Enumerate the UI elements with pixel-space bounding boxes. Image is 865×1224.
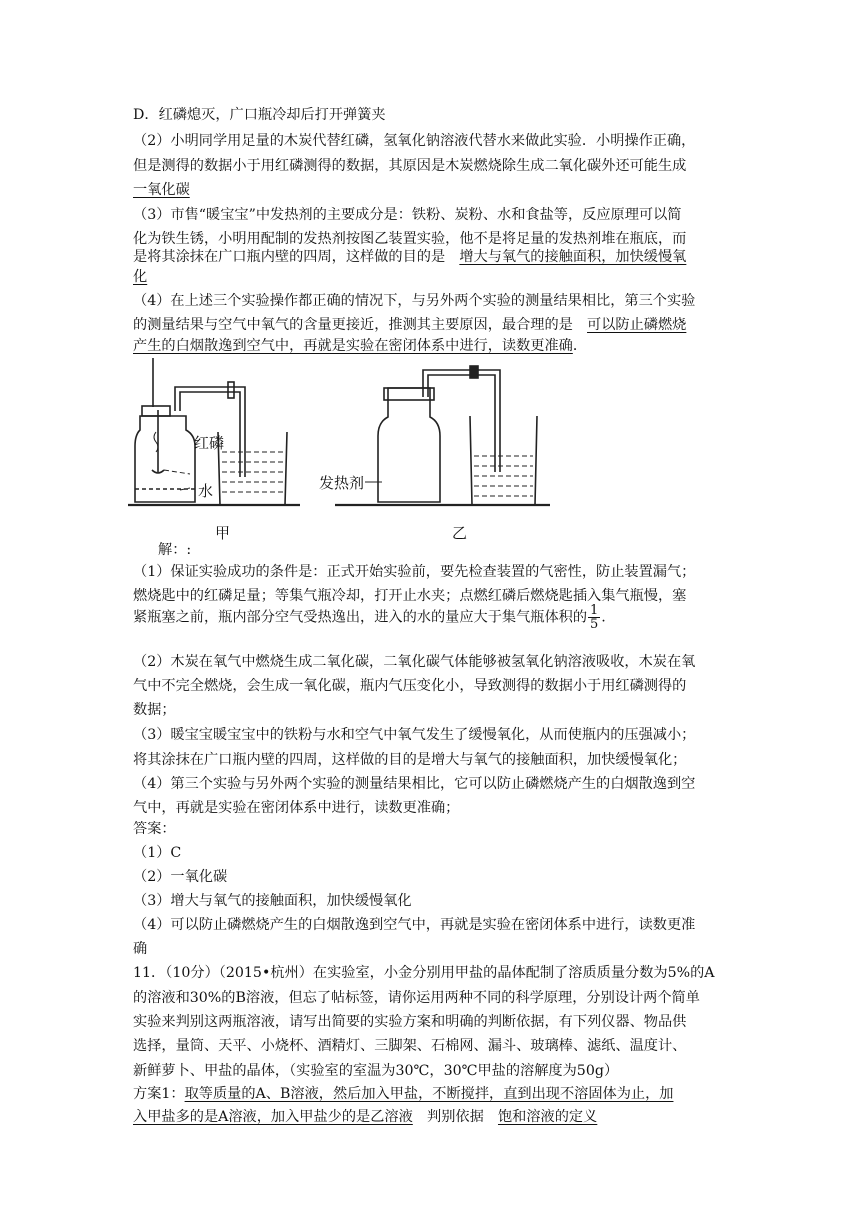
caption-jia: 甲 (215, 524, 231, 542)
solution-heading: 解：: (158, 542, 192, 558)
text-line-q4c: 产生的白烟散逸到空气中，再就是实验在密闭体系中进行，读数更准确． (133, 338, 588, 354)
answer-q3: 增大与氧气的接触面积，加快缓慢氧 (459, 249, 687, 265)
solution-line-3: 紧瓶塞之前，瓶内部分空气受热逸出，进入的水的量应大于集气瓶体积的 $\frac{1}{5}$ . (133, 603, 606, 632)
text-line-q2b: 但是测得的数据小于用红磷测得的数据，其原因是木炭燃烧除生成二氧化碳外还可能生成 (133, 158, 687, 174)
solution-line-9: （4）第三个实验与另外两个实验的测量结果相比，它可以防止磷燃烧产生的白烟散逸到空 (133, 776, 696, 792)
text-line-q4b: 的测量结果与空气中氧气的含量更接近，推测其主要原因，最合理的是 可以防止磷燃烧 (133, 317, 687, 333)
text-line-q3d (133, 267, 147, 287)
solution-line-2: 燃烧匙中的红磷足量；等集气瓶冷却，打开止水夹；点燃红磷后燃烧匙插入集气瓶慢，塞 (133, 588, 687, 604)
solution-line-8: 将其涂抹在广口瓶内壁的四周，这样做的目的是增大与氧气的接触面积，加快缓慢氧化； (133, 752, 687, 768)
text-line-q3b: 化为铁生锈，小明用配制的发热剂按图乙装置实验，他不是将足量的发热剂堆在瓶底，而 (133, 231, 687, 247)
solution-line-1: （1）保证实验成功的条件是：正式开始实验前，要先检查装置的气密性，防止装置漏气； (133, 564, 696, 580)
solution-line-10: 气中，再就是实验在密闭体系中进行，读数更准确； (133, 800, 460, 816)
question-11-line-4: 选择，量筒、天平、小烧杯、酒精灯、三脚架、石棉网、漏斗、玻璃棒、滤纸、温度计、 (133, 1038, 687, 1054)
plan-1-answer: 取等质量的A、B溶液，然后加入甲盐，不断搅拌，直到出现不溶固体为止，加 (184, 1086, 674, 1102)
text-line-q3c: 是将其涂抹在广口瓶内壁的四周，这样做的目的是 增大与氧气的接触面积，加快缓慢氧 (133, 249, 687, 265)
text-line-q4: （4）在上述三个实验操作都正确的情况下，与另外两个实验的测量结果相比，第三个实验 (133, 293, 696, 309)
plan-1-basis: 饱和溶液的定义 (497, 1109, 598, 1125)
question-11-line-1: 11．（10分）（2015•杭州）在实验室，小金分别用甲盐的晶体配制了溶质质量分数为5%的A (133, 965, 715, 981)
answer-4: （4）可以防止磷燃烧产生的白烟散逸到空气中，再就是实验在密闭体系中进行，读数更准 (133, 917, 696, 933)
question-11-line-3: 实验来判别这两瓶溶液，请写出简要的实验方案和明确的判断依据，有下列仪器、物品供 (133, 1014, 687, 1030)
fraction-one-fifth: $\frac{1}{5}$ (590, 603, 599, 632)
text-line-d: D．红磷熄灭，广口瓶冷却后打开弹簧夹 (133, 107, 386, 123)
answer-co: 一氧化碳 (133, 182, 190, 198)
solution-line-6: 数据； (133, 702, 176, 718)
label-heater: 发热剂 (319, 474, 365, 492)
plan-1-line-1: 方案1：取等质量的A、B溶液，然后加入甲盐，不断搅拌，直到出现不溶固体为止，加 (133, 1086, 674, 1102)
text-line-q3: （3）市售“暖宝宝”中发热剂的主要成分是：铁粉、炭粉、水和食盐等，反应原理可以简 (133, 207, 682, 223)
text-line-q2: （2）小明同学用足量的木炭代替红磷，氢氧化钠溶液代替水来做此实验．小明操作正确， (133, 133, 696, 149)
label-water: 水 (198, 482, 214, 500)
solution-line-4: （2）木炭在氧气中燃烧生成二氧化碳，二氧化碳气体能够被氢氧化钠溶液吸收，木炭在氧 (133, 654, 696, 670)
answer-heading: 答案： (133, 821, 176, 837)
label-red-phosphorus: 红磷 (194, 434, 225, 452)
solution-line-7: （3）暖宝宝暖宝宝中的铁粉与水和空气中氧气发生了缓慢氧化，从而使瓶内的压强减小； (133, 727, 696, 743)
caption-yi: 乙 (452, 524, 468, 542)
apparatus-diagram (120, 352, 600, 547)
answer-2: （2）一氧化碳 (133, 869, 228, 885)
answer-q3-cont: 化 (133, 269, 148, 285)
solution-line-5: 气中不完全燃烧，会生成一氧化碳，瓶内气压变化小，导致测得的数据小于用红磷测得的 (133, 678, 687, 694)
plan-1-answer-cont: 入甲盐多的是A溶液，加入甲盐少的是乙溶液 (133, 1109, 413, 1125)
answer-line-q2 (133, 180, 190, 200)
answer-4-cont: 确 (133, 941, 148, 957)
answer-q4-cont: 产生的白烟散逸到空气中，再就是实验在密闭体系中进行，读数更准确 (133, 338, 573, 354)
answer-q4: 可以防止磷燃烧 (587, 317, 687, 333)
answer-3: （3）增大与氧气的接触面积，加快缓慢氧化 (133, 893, 412, 909)
question-11-line-2: 的溶液和30%的B溶液，但忘了帖标签，请你运用两种不同的科学原理，分别设计两个简单 (133, 990, 700, 1006)
plan-1-line-2: 入甲盐多的是A溶液，加入甲盐少的是乙溶液 判别依据 饱和溶液的定义 (133, 1109, 598, 1125)
answer-1: （1）C (133, 845, 182, 861)
question-11-line-5: 新鲜萝卜、甲盐的晶体，（实验室的室温为30℃，30℃甲盐的溶解度为50g） (133, 1063, 619, 1079)
apparatus-figure (120, 352, 600, 547)
